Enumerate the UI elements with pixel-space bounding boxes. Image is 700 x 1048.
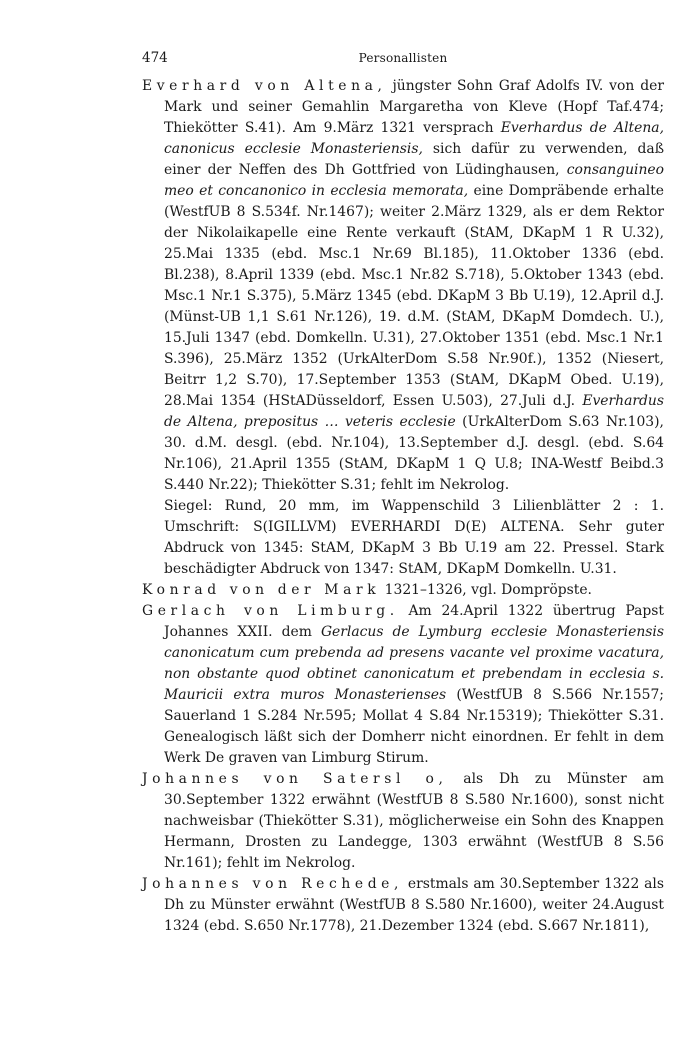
entry-everhard-von-altena	[142, 76, 664, 496]
entry-gerlach-von-limburg	[142, 601, 664, 769]
entry-johannes-von-saterslo	[142, 769, 664, 874]
entry-text: sich dafür zu verwenden, daß einer der Neffen des Dh Gottfried von Lüdinghausen,	[164, 141, 664, 178]
entry-johannes-von-rechede	[142, 874, 664, 937]
entry-text: jüngster Sohn Graf Adolfs IV. von der Mark und seiner Gemahlin Margaretha von Kleve (Hopf Taf.474; Thiekötter S.41). Am 9.März 1321 versprach	[164, 78, 664, 136]
running-title: Personallisten	[358, 51, 448, 65]
entry-text: als Dh zu Münster am 30.September 1322 erwähnt (WestfUB 8 S.580 Nr.1600), sonst nicht nachweisbar (Thiekötter S.31), möglicherweise ein Sohn des Knappen Hermann, Drosten zu Landegge, 1303 erwähnt (WestfUB 8 S.56 Nr.161); fehlt im Nekrolog.	[164, 771, 664, 871]
entry-text: (WestfUB 8 S.566 Nr.1557; Sauerland 1 S.284 Nr.595; Mollat 4 S.84 Nr.15319); Thiekötter S.31. Genealogisch läßt sich der Domherr nicht einordnen. Er fehlt in dem Werk De graven van Limburg Stirum.	[164, 687, 664, 766]
entry-konrad-von-der-mark	[142, 580, 664, 601]
entry-quote: Everhardus de Altena, canonicus ecclesie Monasteriensis,	[164, 120, 664, 157]
page-number: 474	[142, 50, 168, 66]
entry-quote: Gerlacus de Lymburg ecclesie Monasteriensis canonicatum cum prebenda ad presens vacante vel proxime vacatura, non obstante quod obtinet canonicatum et prebendam in ecclesia s. Mauricii extra muros Monasterienses	[164, 624, 664, 703]
entry-name: Johannes von Satersl o,	[142, 771, 448, 787]
entry-text: erstmals am 30.September 1322 als Dh zu Münster erwähnt (WestfUB 8 S.580 Nr.1600), weiter 24.August 1324 (ebd. S.650 Nr.1778), 21.Dezember 1324 (ebd. S.667 Nr.1811),	[164, 876, 665, 934]
entry-text: 1321–1326, vgl. Dompröpste.	[380, 582, 592, 598]
entry-name: Johannes von Rechede,	[142, 876, 404, 892]
entry-quote: Everhardus de Altena, prepositus … veteris ecclesie	[164, 393, 664, 430]
entry-name: Everhard von Altena,	[142, 78, 387, 94]
entry-name: Gerlach von Limburg.	[142, 603, 399, 619]
entry-text: (UrkAlterDom S.63 Nr.103), 30. d.M. desgl. (ebd. Nr.104), 13.September d.J. desgl. (ebd. S.64 Nr.106), 21.April 1355 (StAM, DKapM 1 Q U.8; INA-Westf Beibd.3 S.440 Nr.22); Thiekötter S.31; fehlt im Nekrolog.	[164, 414, 664, 493]
page-body	[142, 76, 664, 937]
entry-name: Konrad von der Mark	[142, 582, 381, 598]
entry-text: eine Dompräbende erhalte (WestfUB 8 S.534f. Nr.1467); weiter 2.März 1329, als er dem Rektor der Nikolaikapelle eine Rente verkauft (StAM, DKapM 1 R U.32), 25.Mai 1335 (ebd. Msc.1 Nr.69 Bl.185), 11.Oktober 1336 (ebd. Bl.238), 8.April 1339 (ebd. Msc.1 Nr.82 S.718), 5.Oktober 1343 (ebd. Msc.1 Nr.1 S.375), 5.März 1345 (ebd. DKapM 3 Bb U.19), 12.April d.J. (Münst-UB 1,1 S.61 Nr.126), 19. d.M. (StAM, DKapM Domdech. U.), 15.Juli 1347 (ebd. Domkelln. U.31), 27.Oktober 1351 (ebd. Msc.1 Nr.1 S.396), 25.März 1352 (UrkAlterDom S.58 Nr.90f.), 1352 (Niesert, Beitrr 1,2 S.70), 17.September 1353 (StAM, DKapM Obed. U.19), 28.Mai 1354 (HStADüsseldorf, Essen U.503), 27.Juli d.J.	[164, 183, 664, 409]
entry-quote: consanguineo meo et concanonico in ecclesia memorata,	[164, 162, 664, 199]
seal-description: Siegel: Rund, 20 mm, im Wappenschild 3 Lilienblätter 2 : 1. Umschrift: S(IGILLVM) EVERHARDI D(E) ALTENA. Sehr guter Abdruck von 1345: StAM, DKapM 3 Bb U.19 am 22. Pressel. Stark beschädigter Abdruck von 1347: StAM, DKapM Domkelln. U.31.	[164, 498, 664, 577]
page-header	[142, 50, 664, 70]
entry-text: Am 24.April 1322 übertrug Papst Johannes XXII. dem	[164, 603, 664, 640]
